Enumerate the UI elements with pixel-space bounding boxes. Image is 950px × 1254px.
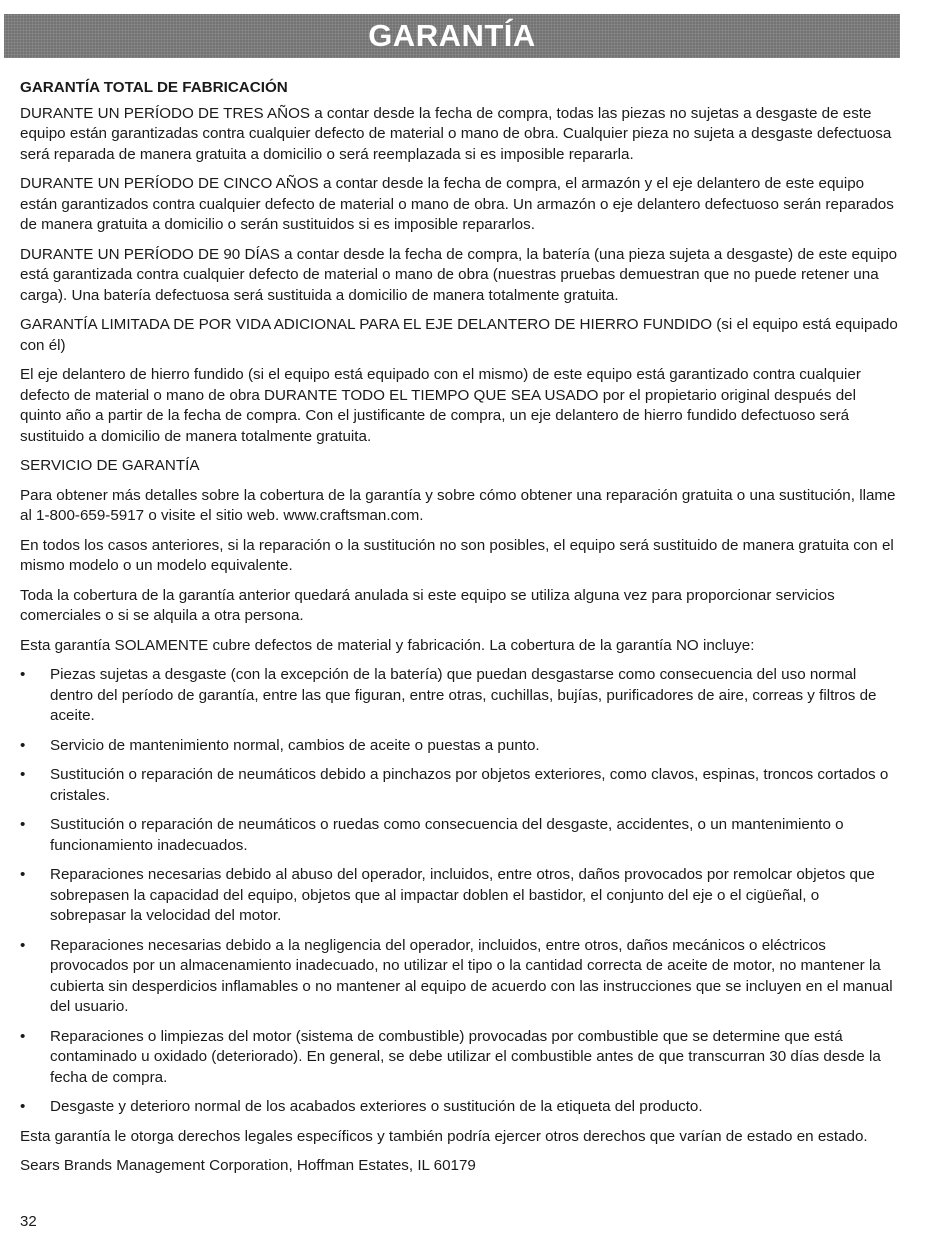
bullet-marker: • — [20, 666, 26, 683]
paragraph-three-year: DURANTE UN PERÍODO DE TRES AÑOS a contar desde la fecha de compra, todas las piezas no sujetas a desgaste de este equipo están garantizadas contra cualquier defecto de material o mano de obra. Cualquier pieza no sujeta a desgaste defectuosa será reparada de manera gratuita a domicilio o será reemplazada si es imposible repararla. — [20, 104, 892, 163]
paragraph-lifetime-body: El eje delantero de hierro fundido (si el equipo está equipado con el mismo) de este equipo está garantizado contra cualquier defecto de material o mano de obra DURANTE TODO EL TIEMPO QUE SEA USADO por el propietario original después del quinto año a partir de la fecha de compra. Con el justificante de compra, un eje delantero de hierro fundido defectuoso será sustituido a domicilio de manera totalmente gratuita. — [20, 366, 861, 445]
bullet-marker: • — [20, 936, 26, 954]
paragraph-ninety-day: DURANTE UN PERÍODO DE 90 DÍAS a contar desde la fecha de compra, la batería (una pieza sujeta a desgaste) de este equipo está garantizada contra cualquier defecto de material o mano de obra (nuestras pruebas demuestran que no puede retener una carga). Una batería defectuosa será sustituida a domicilio de manera totalmente gratuita. — [20, 245, 898, 304]
bullet-marker: • — [20, 816, 26, 833]
list-item-text: Piezas sujetas a desgaste (con la excepción de la batería) que puedan desgastarse como consecuencia del uso normal dentro del período de garantía, entre las que figuran, entre otras, cuchillas, bujías, purificadores de aire, correas y filtros de aceite. — [50, 666, 877, 724]
page-number: 32 — [20, 1213, 37, 1230]
list-item-text: Reparaciones necesarias debido a la negligencia del operador, incluidos, entre otros, daños mecánicos o eléctricos provocados por un almacenamiento inadecuado, no utilizar el tipo o la cantidad correcta de aceite de motor, no mantener la cubierta sin desperdicios inflamables o no mantener al equipo de acuerdo con las instrucciones que se incluyen en el manual del usuario. — [50, 936, 893, 1015]
warranty-content — [20, 78, 898, 1186]
paragraph-five-year: DURANTE UN PERÍODO DE CINCO AÑOS a contar desde la fecha de compra, el armazón y el eje delantero de este equipo están garantizados contra cualquier defecto de material o mano de obra. Un armazón o eje delantero defectuoso serán reparados de manera gratuita a domicilio o serán sustituidos si es imposible repararlos. — [20, 175, 894, 233]
paragraph-lifetime-heading: GARANTÍA LIMITADA DE POR VIDA ADICIONAL PARA EL EJE DELANTERO DE HIERRO FUNDIDO (si el equipo está equipado con él) — [20, 316, 898, 354]
section-heading: GARANTÍA TOTAL DE FABRICACIÓN — [20, 79, 288, 96]
paragraph-legal-rights: Esta garantía le otorga derechos legales específicos y también podría ejercer otros derechos que varían de estado en estado. — [20, 1127, 868, 1145]
paragraph-contact-info: Para obtener más detalles sobre la cobertura de la garantía y sobre cómo obtener una reparación gratuita o una sustitución, llame al 1-800-659-5917 o visite el sitio web. www.craftsman.com. — [20, 486, 896, 524]
list-item — [20, 936, 898, 1018]
bullet-marker: • — [20, 866, 26, 883]
list-item-text: Reparaciones o limpiezas del motor (sistema de combustible) provocadas por combustible que se determine que está contaminado u oxidado (deteriorado). En general, se debe utilizar el combustible antes de que transcurran 30 días desde la fecha de compra. — [50, 1027, 881, 1086]
paragraph-exclusions-intro: Esta garantía SOLAMENTE cubre defectos de material y fabricación. La cobertura de la garantía NO incluye: — [20, 636, 755, 654]
page-title: GARANTÍA — [368, 18, 536, 53]
list-item — [20, 865, 898, 927]
list-item-text: Desgaste y deterioro normal de los acabados exteriores o sustitución de la etiqueta del producto. — [50, 1098, 703, 1115]
header-banner — [4, 14, 900, 58]
bullet-marker: • — [20, 766, 26, 783]
paragraph-company-address: Sears Brands Management Corporation, Hoffman Estates, IL 60179 — [20, 1157, 476, 1174]
list-item — [20, 1097, 898, 1118]
bullet-marker: • — [20, 1098, 26, 1115]
list-item-text: Reparaciones necesarias debido al abuso del operador, incluidos, entre otros, daños provocados por remolcar objetos que sobrepasen la capacidad del equipo, objetos que al impactar doblen el bastidor, el conjunto del eje o el cigüeñal, o sobrepasar la velocidad del motor. — [50, 866, 875, 924]
list-item — [20, 665, 898, 727]
paragraph-replacement: En todos los casos anteriores, si la reparación o la sustitución no son posibles, el equipo será sustituido de manera gratuita con el mismo modelo o un modelo equivalente. — [20, 536, 894, 574]
list-item — [20, 1027, 898, 1089]
bullet-marker: • — [20, 736, 26, 754]
paragraph-service-heading: SERVICIO DE GARANTÍA — [20, 457, 200, 474]
list-item — [20, 736, 898, 757]
list-item-text: Sustitución o reparación de neumáticos o ruedas como consecuencia del desgaste, accidentes, o un mantenimiento o funcionamiento inadecuados. — [50, 816, 844, 854]
list-item — [20, 815, 898, 856]
list-item-text: Servicio de mantenimiento normal, cambios de aceite o puestas a punto. — [50, 736, 540, 754]
exclusions-list — [20, 665, 898, 1118]
paragraph-void-conditions: Toda la cobertura de la garantía anterior quedará anulada si este equipo se utiliza alguna vez para proporcionar servicios comerciales o si se alquila a otra persona. — [20, 586, 835, 624]
list-item-text: Sustitución o reparación de neumáticos debido a pinchazos por objetos exteriores, como clavos, espinas, troncos cortados o cristales. — [50, 766, 889, 804]
bullet-marker: • — [20, 1027, 26, 1045]
list-item — [20, 765, 898, 806]
